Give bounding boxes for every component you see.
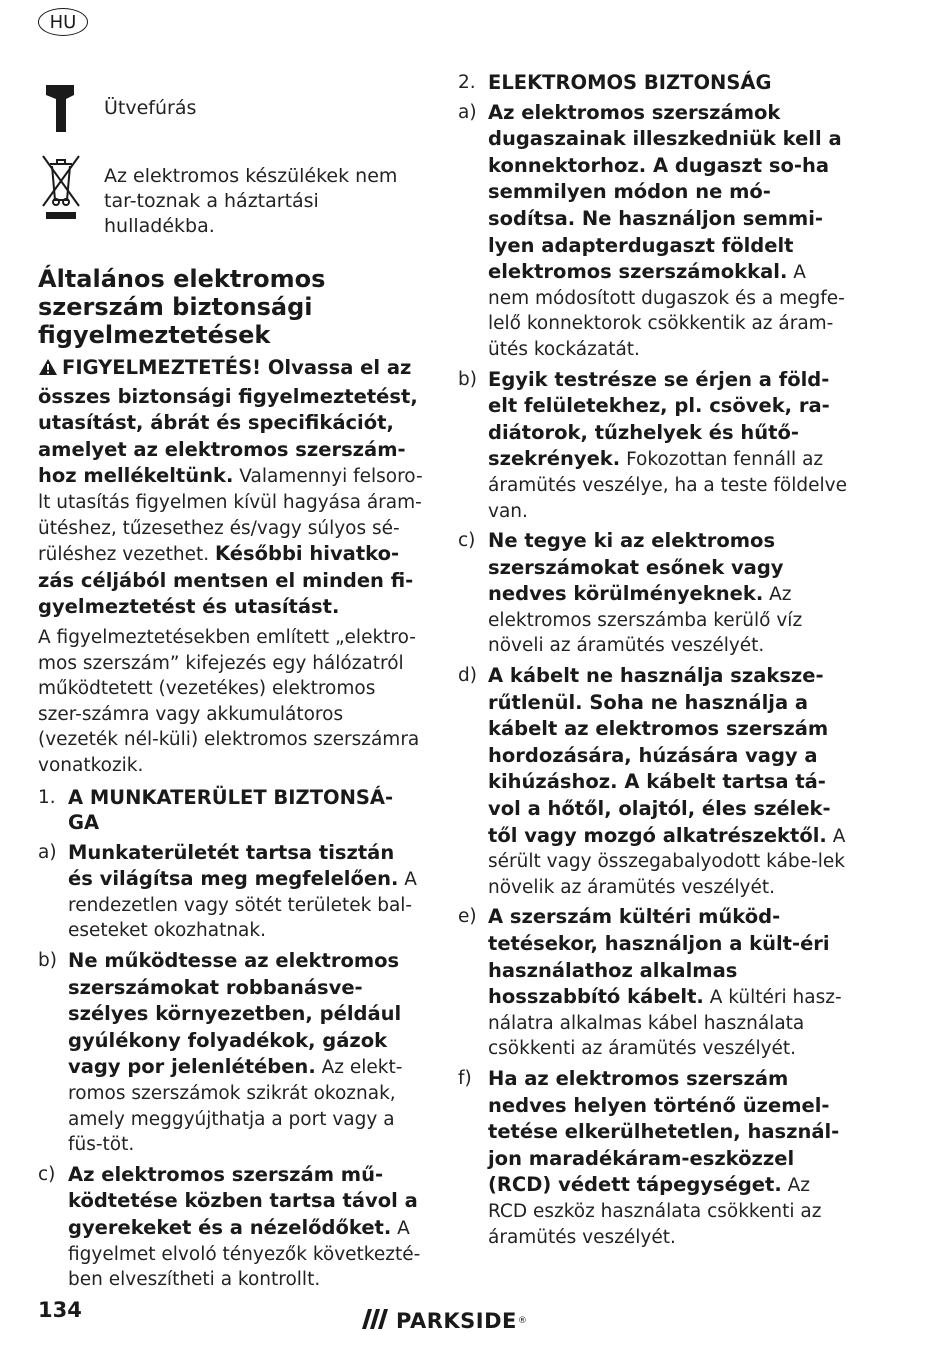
section2-item-a <box>458 100 850 363</box>
list-marker: b) <box>38 950 57 972</box>
warning-triangle-icon <box>38 358 58 384</box>
section2-number: 2. <box>458 72 476 93</box>
list-marker: c) <box>38 1163 56 1185</box>
general-warning-paragraph <box>38 355 423 621</box>
item-normal-text: Az elekt-romos szerszámok szikrát okoznak, amely meggyújthatja a port vagy a füs-töt. <box>68 1057 403 1156</box>
section2-item-d <box>458 663 850 900</box>
symbol-hammer-text: Ütvefúrás <box>104 97 197 119</box>
hammer-icon <box>38 82 84 138</box>
brand-registered-mark: ® <box>517 1316 527 1326</box>
section1-item-a <box>38 840 423 944</box>
section1-title: A MUNKATERÜLET BIZTONSÁ-GA <box>68 785 394 835</box>
item-normal-text: A kültéri hasz-nálatra alkalmas kábel használata csökkenti az áramütés veszélyét. <box>488 987 842 1060</box>
page-number: 134 <box>38 1298 82 1322</box>
section2-item-b <box>458 367 850 525</box>
warning-bold-text-2: Későbbi hivatko-zás céljából mentsen el minden fi-gyelmeztetést és utasítást. <box>38 542 414 619</box>
list-marker: d) <box>458 665 477 687</box>
symbol-bin-text: Az elektromos készülékek nem tar-toznak a háztartási hulladékba. <box>104 165 398 237</box>
item-normal-text: A figyelmet elvoló tényezők következté-ben elveszítheti a kontrollt. <box>68 1218 421 1291</box>
list-marker: c) <box>458 530 476 552</box>
section2-heading <box>458 70 850 96</box>
warning-normal-text: Valamennyi felsoro-lt utasítás figyelmen kívül hagyása áram-ütéshez, tűzesethez és/vagy súlyos sé-rüléshez vezethet. <box>38 466 423 566</box>
general-safety-heading: Általános elektromos szerszám biztonsági figyelmeztetések <box>38 265 326 349</box>
language-badge: HU <box>38 8 88 36</box>
item-normal-text: A nem módosított dugaszok és a megfe-lelő konnektorok csökkentik az áram-ütés kockázatát. <box>488 262 845 360</box>
section1-item-b <box>38 948 423 1158</box>
item-bold-text: Ne működtesse az elektromos szerszámokat robbanásve-szélyes környezetben, például gyúlékony folyadékok, gázok vagy por jelenlétében. <box>68 949 402 1079</box>
item-normal-text: A sérült vagy összegabalyodott kábe-lek növelik az áramütés veszélyét. <box>488 825 846 898</box>
symbol-bin-row <box>38 152 423 239</box>
list-marker: a) <box>38 841 57 863</box>
item-bold-text: A kábelt ne használja szaksze-rűtlenül. Soha ne használja a kábelt az elektromos szerszám hordozására, húzására vagy a kihúzáshoz. A kábelt tartsa tá-vol a hőtől, olajtól, éles szélek-től vagy mozgó alkatrészektől. <box>488 664 831 847</box>
definition-paragraph: A figyelmeztetésekben említett „elektro-mos szerszám” kifejezés egy hálózatról működtetett (vezetékes) elektromos szer-számra vagy akkumulátoros (vezeték nél-küli) elektromos szerszámra vonatkozik. <box>38 626 420 776</box>
section1-heading <box>38 785 423 836</box>
item-bold-text: A szerszám kültéri működ-tetésekor, használjon a kült-éri használathoz alkalmas hosszabbító kábelt. <box>488 905 830 1009</box>
section1-item-c <box>38 1162 423 1293</box>
section2-item-e <box>458 904 850 1062</box>
list-marker: a) <box>458 101 477 123</box>
section2-item-c <box>458 528 850 659</box>
item-normal-text: Az elektromos szerszámba kerülő víz növeli az áramütés veszélyét. <box>488 584 803 657</box>
item-normal-text: A rendezetlen vagy sötét területek bal-eseteket okozhatnak. <box>68 869 417 942</box>
section2-item-f <box>458 1066 850 1250</box>
brand-logo <box>362 1308 527 1334</box>
item-normal-text: Az RCD eszköz használata csökkenti az áramütés veszélyét. <box>488 1175 822 1248</box>
item-normal-text: Fokozottan fennáll az áramütés veszélye, ha a teste földelve van. <box>488 449 847 522</box>
item-bold-text: Az elektromos szerszámok dugaszainak illeszkedniük kell a konnektorhoz. A dugaszt so-ha semmilyen módon ne mó-sodítsa. Ne használjon semmi-lyen adapterdugaszt földelt elektromos szerszámokkal. <box>488 100 842 284</box>
item-bold-text: Munkaterületét tartsa tisztán és világítsa meg megfelelően. <box>68 840 399 891</box>
left-column <box>38 70 423 1293</box>
item-bold-text: Egyik testrésze se érjen a föld-elt felületekhez, pl. csövek, ra-diátorok, tűzhelyek és hűtő-szekrények. <box>488 367 830 471</box>
symbol-hammer-row <box>38 82 423 138</box>
list-marker: e) <box>458 906 477 928</box>
item-bold-text: Ne tegye ki az elektromos szerszámokat esőnek vagy nedves körülményeknek. <box>488 529 784 606</box>
section2-title: ELEKTROMOS BIZTONSÁG <box>488 71 772 94</box>
list-marker: f) <box>458 1067 472 1089</box>
warning-bold-text: FIGYELMEZTETÉS! Olvassa el az összes biztonsági figyelmeztetést, utasítást, ábrát és specifikációt, amelyet az elektromos szerszám-hoz mellékeltünk. <box>38 356 418 488</box>
crossed-bin-icon <box>38 152 84 226</box>
brand-name: PARKSIDE <box>396 1309 517 1333</box>
item-bold-text: Ha az elektromos szerszám nedves helyen történő üzemel-tetése elkerülhetetlen, használ-jon maradékáram-eszközzel (RCD) védett tápegységet. <box>488 1066 840 1197</box>
section1-number: 1. <box>38 786 56 808</box>
parkside-stripes-icon <box>362 1309 390 1333</box>
item-bold-text: Az elektromos szerszám mű-ködtetése közben tartsa távol a gyerekeket és a nézelődőket. <box>68 1162 418 1239</box>
right-column <box>458 70 850 1250</box>
list-marker: b) <box>458 368 477 390</box>
